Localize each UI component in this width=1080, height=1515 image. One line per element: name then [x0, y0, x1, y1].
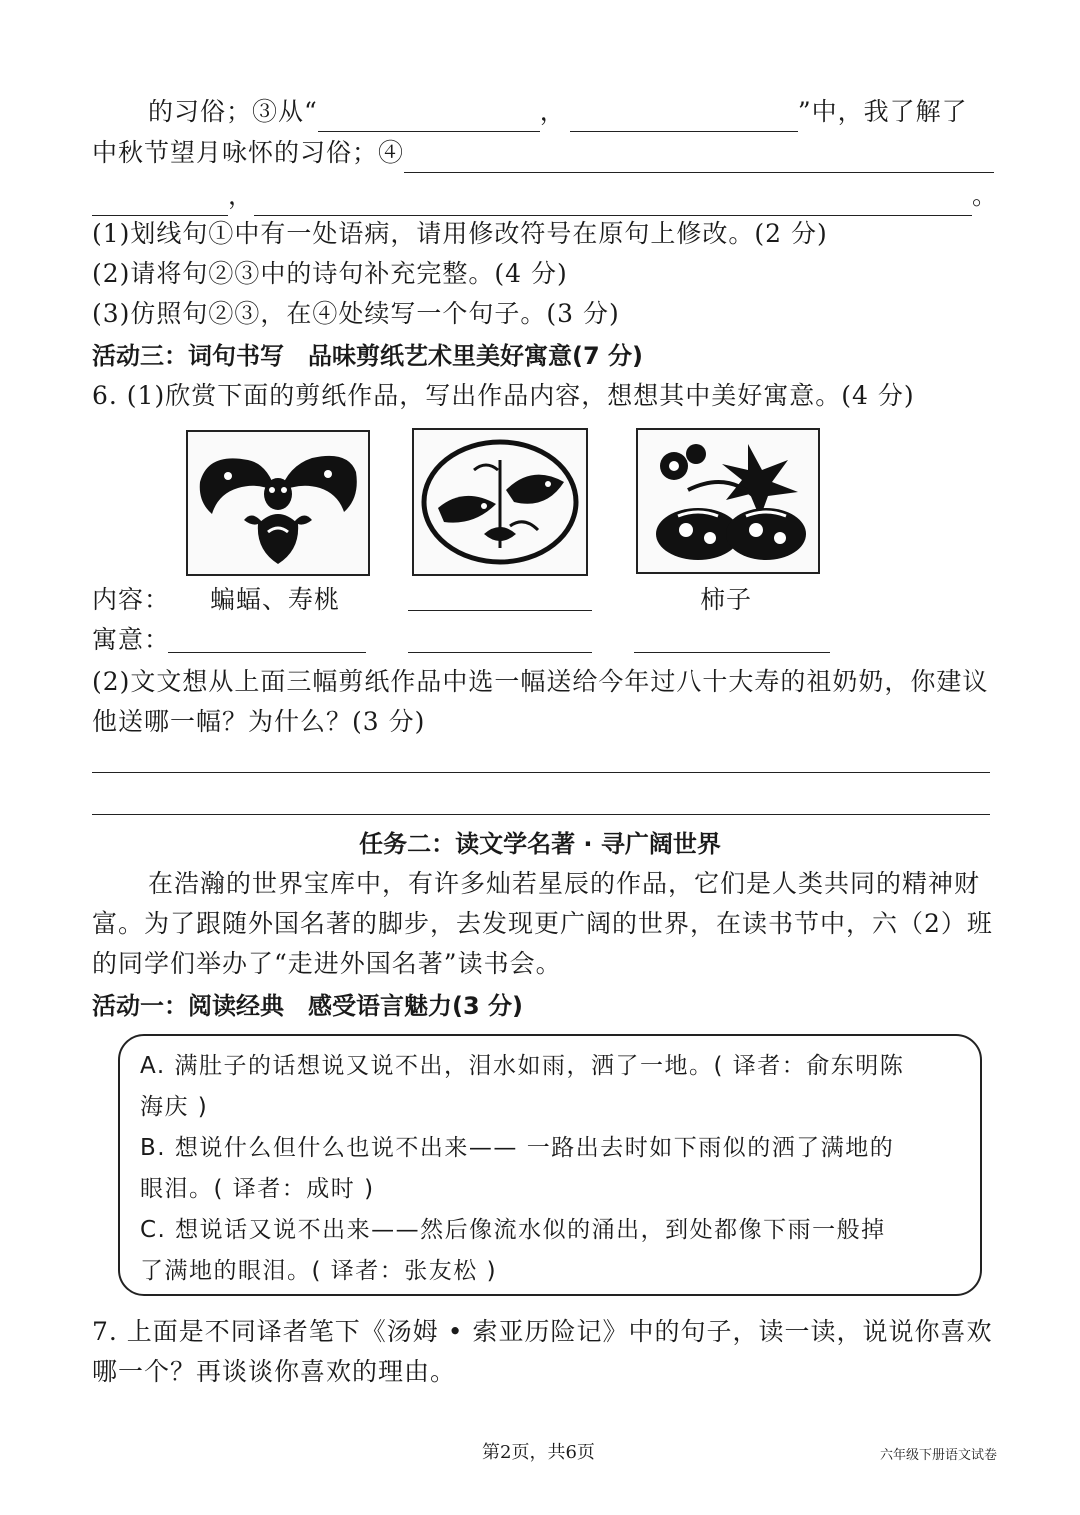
question-6-2-line-2: 他送哪一幅？为什么？(3 分)	[92, 707, 426, 736]
translation-b-line-2: 眼泪。( 译者：成时 )	[140, 1176, 375, 1202]
meaning-blank-2[interactable]	[408, 652, 592, 653]
question-5-2: (2)请将句②③中的诗句补充完整。(4 分)	[92, 259, 568, 288]
content-label: 内容：	[92, 585, 171, 614]
task-2-intro-line-1: 在浩瀚的世界宝库中，有许多灿若星辰的作品，它们是人类共同的精神财	[148, 869, 981, 898]
content-answer-1: 蝙蝠、寿桃	[210, 585, 341, 614]
activity-1-heading: 活动一：阅读经典 感受语言魅力(3 分)	[92, 992, 523, 1020]
answer-blank[interactable]	[318, 103, 540, 132]
answer-blank[interactable]	[254, 187, 972, 216]
task-2-intro-line-2: 富。为了跟随外国名著的脚步，去发现更广阔的世界，在读书节中，六（2）班	[92, 909, 993, 938]
answer-line[interactable]	[92, 772, 990, 773]
question-6-2-line-1: (2)文文想从上面三幅剪纸作品中选一幅送给今年过八十大寿的祖奶奶，你建议	[92, 667, 989, 696]
answer-blank[interactable]	[570, 103, 798, 132]
text-segment: 中秋节望月咏怀的习俗；④	[92, 138, 405, 167]
fill-line-2	[92, 133, 994, 173]
exam-name: 六年级下册语文试卷	[880, 1448, 998, 1463]
activity-3-heading: 活动三：词句书写 品味剪纸艺术里美好寓意(7 分)	[92, 342, 643, 370]
translation-a-line-1: A. 满肚子的话想说又说不出，泪水如雨，洒了一地。( 译者：俞东明陈	[140, 1053, 905, 1079]
question-7-line-1: 7. 上面是不同译者笔下《汤姆 • 索亚历险记》中的句子，读一读，说说你喜欢	[92, 1317, 993, 1346]
fill-line-3	[92, 176, 998, 216]
meaning-blank-1[interactable]	[168, 652, 366, 653]
text-segment: ”中，我了解了	[797, 97, 968, 126]
text-segment: 。	[972, 181, 999, 210]
answer-blank[interactable]	[92, 187, 228, 216]
question-6-1: 6. (1)欣赏下面的剪纸作品，写出作品内容，想想其中美好寓意。(4 分)	[92, 381, 915, 410]
text-segment: ，	[228, 181, 255, 210]
text-segment: 的习俗；③从“	[148, 97, 318, 126]
answer-blank[interactable]	[404, 144, 994, 173]
question-7-line-2: 哪一个？再谈谈你喜欢的理由。	[92, 1357, 457, 1386]
content-answer-3: 柿子	[700, 585, 753, 614]
content-blank-2[interactable]	[408, 610, 592, 611]
text-segment: ，	[539, 97, 566, 126]
translation-a-line-2: 海庆 )	[140, 1094, 209, 1120]
translation-b-line-1: B. 想说什么但什么也说不出来—— 一路出去时如下雨似的洒了满地的	[140, 1135, 895, 1161]
translation-c-line-2: 了满地的眼泪。( 译者：张友松 )	[140, 1258, 498, 1284]
paper-cut-bat-peach-icon	[186, 430, 370, 576]
question-5-1: (1)划线句①中有一处语病，请用修改符号在原句上修改。(2 分)	[92, 219, 828, 248]
fill-line-1	[148, 92, 968, 132]
meaning-blank-3[interactable]	[634, 652, 830, 653]
task-2-intro-line-3: 的同学们举办了“走进外国名著”读书会。	[92, 949, 562, 978]
answer-line[interactable]	[92, 814, 990, 815]
page-number: 第2页，共6页	[482, 1442, 595, 1463]
paper-cut-fish-lotus-icon	[412, 428, 588, 576]
task-2-title: 任务二：读文学名著 · 寻广阔世界	[359, 830, 721, 858]
meaning-label: 寓意：	[92, 625, 171, 654]
translation-c-line-1: C. 想说话又说不出来——然后像流水似的涌出，到处都像下雨一般掉	[140, 1217, 886, 1243]
paper-cut-persimmon-icon	[636, 428, 820, 574]
question-5-3: (3)仿照句②③，在④处续写一个句子。(3 分)	[92, 299, 620, 328]
